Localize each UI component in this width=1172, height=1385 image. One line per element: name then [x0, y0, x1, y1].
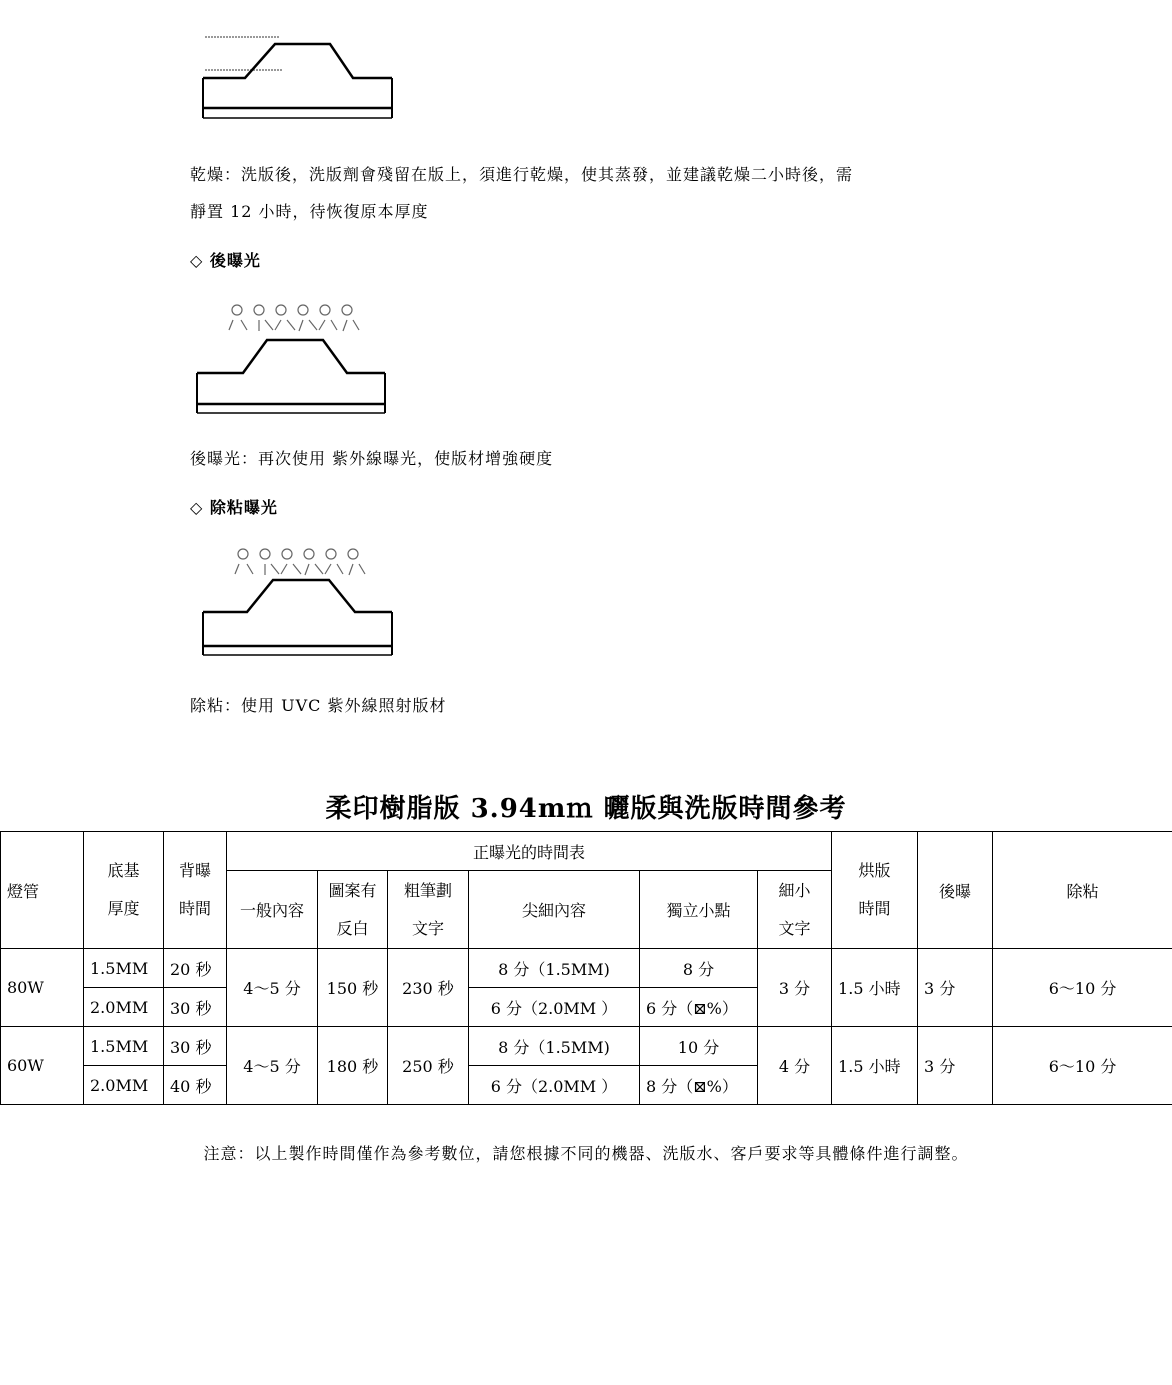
detack-cell: 6～10 分	[993, 949, 1172, 1027]
fine-cell: 6 分（2.0MM ）	[469, 1066, 640, 1105]
dots-cell: 10 分	[640, 1027, 758, 1066]
plate-drying-figure	[195, 32, 400, 124]
drying-cell: 1.5 小時	[832, 949, 918, 1027]
header-pattern: 圖案有 反白	[318, 871, 388, 949]
drying-cell: 1.5 小時	[832, 1027, 918, 1105]
lamp-cell: 60W	[1, 1027, 84, 1105]
drying-paragraph-line2: 靜置 12 小時，待恢復原本厚度	[190, 202, 429, 221]
header-post-exposure: 後曝	[918, 832, 993, 949]
header-base-thickness: 底基 厚度	[84, 832, 164, 949]
base-cell: 1.5MM	[84, 1027, 164, 1066]
general-cell: 4～5 分	[227, 949, 318, 1027]
header-back-exposure: 背曝 時間	[164, 832, 227, 949]
bold-cell: 230 秒	[388, 949, 469, 1027]
header-detack: 除粘	[993, 832, 1172, 949]
header-small-text: 細小 文字	[758, 871, 832, 949]
header-general-content: 一般內容	[227, 871, 318, 949]
base-cell: 2.0MM	[84, 1066, 164, 1105]
detack-cell: 6～10 分	[993, 1027, 1172, 1105]
header-fine-content: 尖細內容	[469, 871, 640, 949]
pattern-cell: 180 秒	[318, 1027, 388, 1105]
small-text-cell: 4 分	[758, 1027, 832, 1105]
back-cell: 40 秒	[164, 1066, 227, 1105]
table-title: 柔印樹脂版 3.94mｍ 曬版與洗版時間參考	[325, 794, 847, 824]
base-cell: 1.5MM	[84, 949, 164, 988]
header-isolated-dots: 獨立小點	[640, 871, 758, 949]
post-exposure-paragraph: 後曝光：再次使用 紫外線曝光，使版材增強硬度	[190, 449, 554, 468]
back-cell: 30 秒	[164, 988, 227, 1027]
dots-cell: 6 分（⊠%）	[640, 988, 758, 1027]
back-cell: 20 秒	[164, 949, 227, 988]
dots-cell: 8 分	[640, 949, 758, 988]
detack-heading: ◇ 除粘曝光	[190, 498, 278, 517]
fine-cell: 8 分（1.5MM)	[469, 1027, 640, 1066]
header-lamp: 燈管	[1, 832, 84, 949]
table-row	[1, 1027, 1172, 1066]
bold-cell: 250 秒	[388, 1027, 469, 1105]
back-cell: 30 秒	[164, 1027, 227, 1066]
post-exposure-figure	[195, 298, 395, 418]
header-bold-text: 粗筆劃 文字	[388, 871, 469, 949]
lamp-cell: 80W	[1, 949, 84, 1027]
fine-cell: 6 分（2.0MM ）	[469, 988, 640, 1027]
header-front-exposure: 正曝光的時間表	[227, 832, 832, 871]
footnote: 注意：以上製作時間僅作為參考數位，請您根據不同的機器、洗版水、客戶要求等具體條件進行調整。	[203, 1144, 969, 1163]
dots-cell: 8 分（⊠%）	[640, 1066, 758, 1105]
post-exposure-heading: ◇ 後曝光	[190, 251, 261, 270]
post-cell: 3 分	[918, 1027, 993, 1105]
general-cell: 4～5 分	[227, 1027, 318, 1105]
detack-paragraph: 除粘：使用 UVC 紫外線照射版材	[190, 696, 447, 715]
small-text-cell: 3 分	[758, 949, 832, 1027]
drying-paragraph-line1: 乾燥：洗版後，洗版劑會殘留在版上，須進行乾燥，使其蒸發，並建議乾燥二小時後，需	[190, 165, 854, 184]
exposure-time-table	[0, 831, 1172, 1105]
detack-exposure-figure	[195, 542, 400, 662]
fine-cell: 8 分（1.5MM)	[469, 949, 640, 988]
base-cell: 2.0MM	[84, 988, 164, 1027]
post-cell: 3 分	[918, 949, 993, 1027]
table-row	[1, 949, 1172, 988]
header-drying-time: 烘版 時間	[832, 832, 918, 949]
pattern-cell: 150 秒	[318, 949, 388, 1027]
